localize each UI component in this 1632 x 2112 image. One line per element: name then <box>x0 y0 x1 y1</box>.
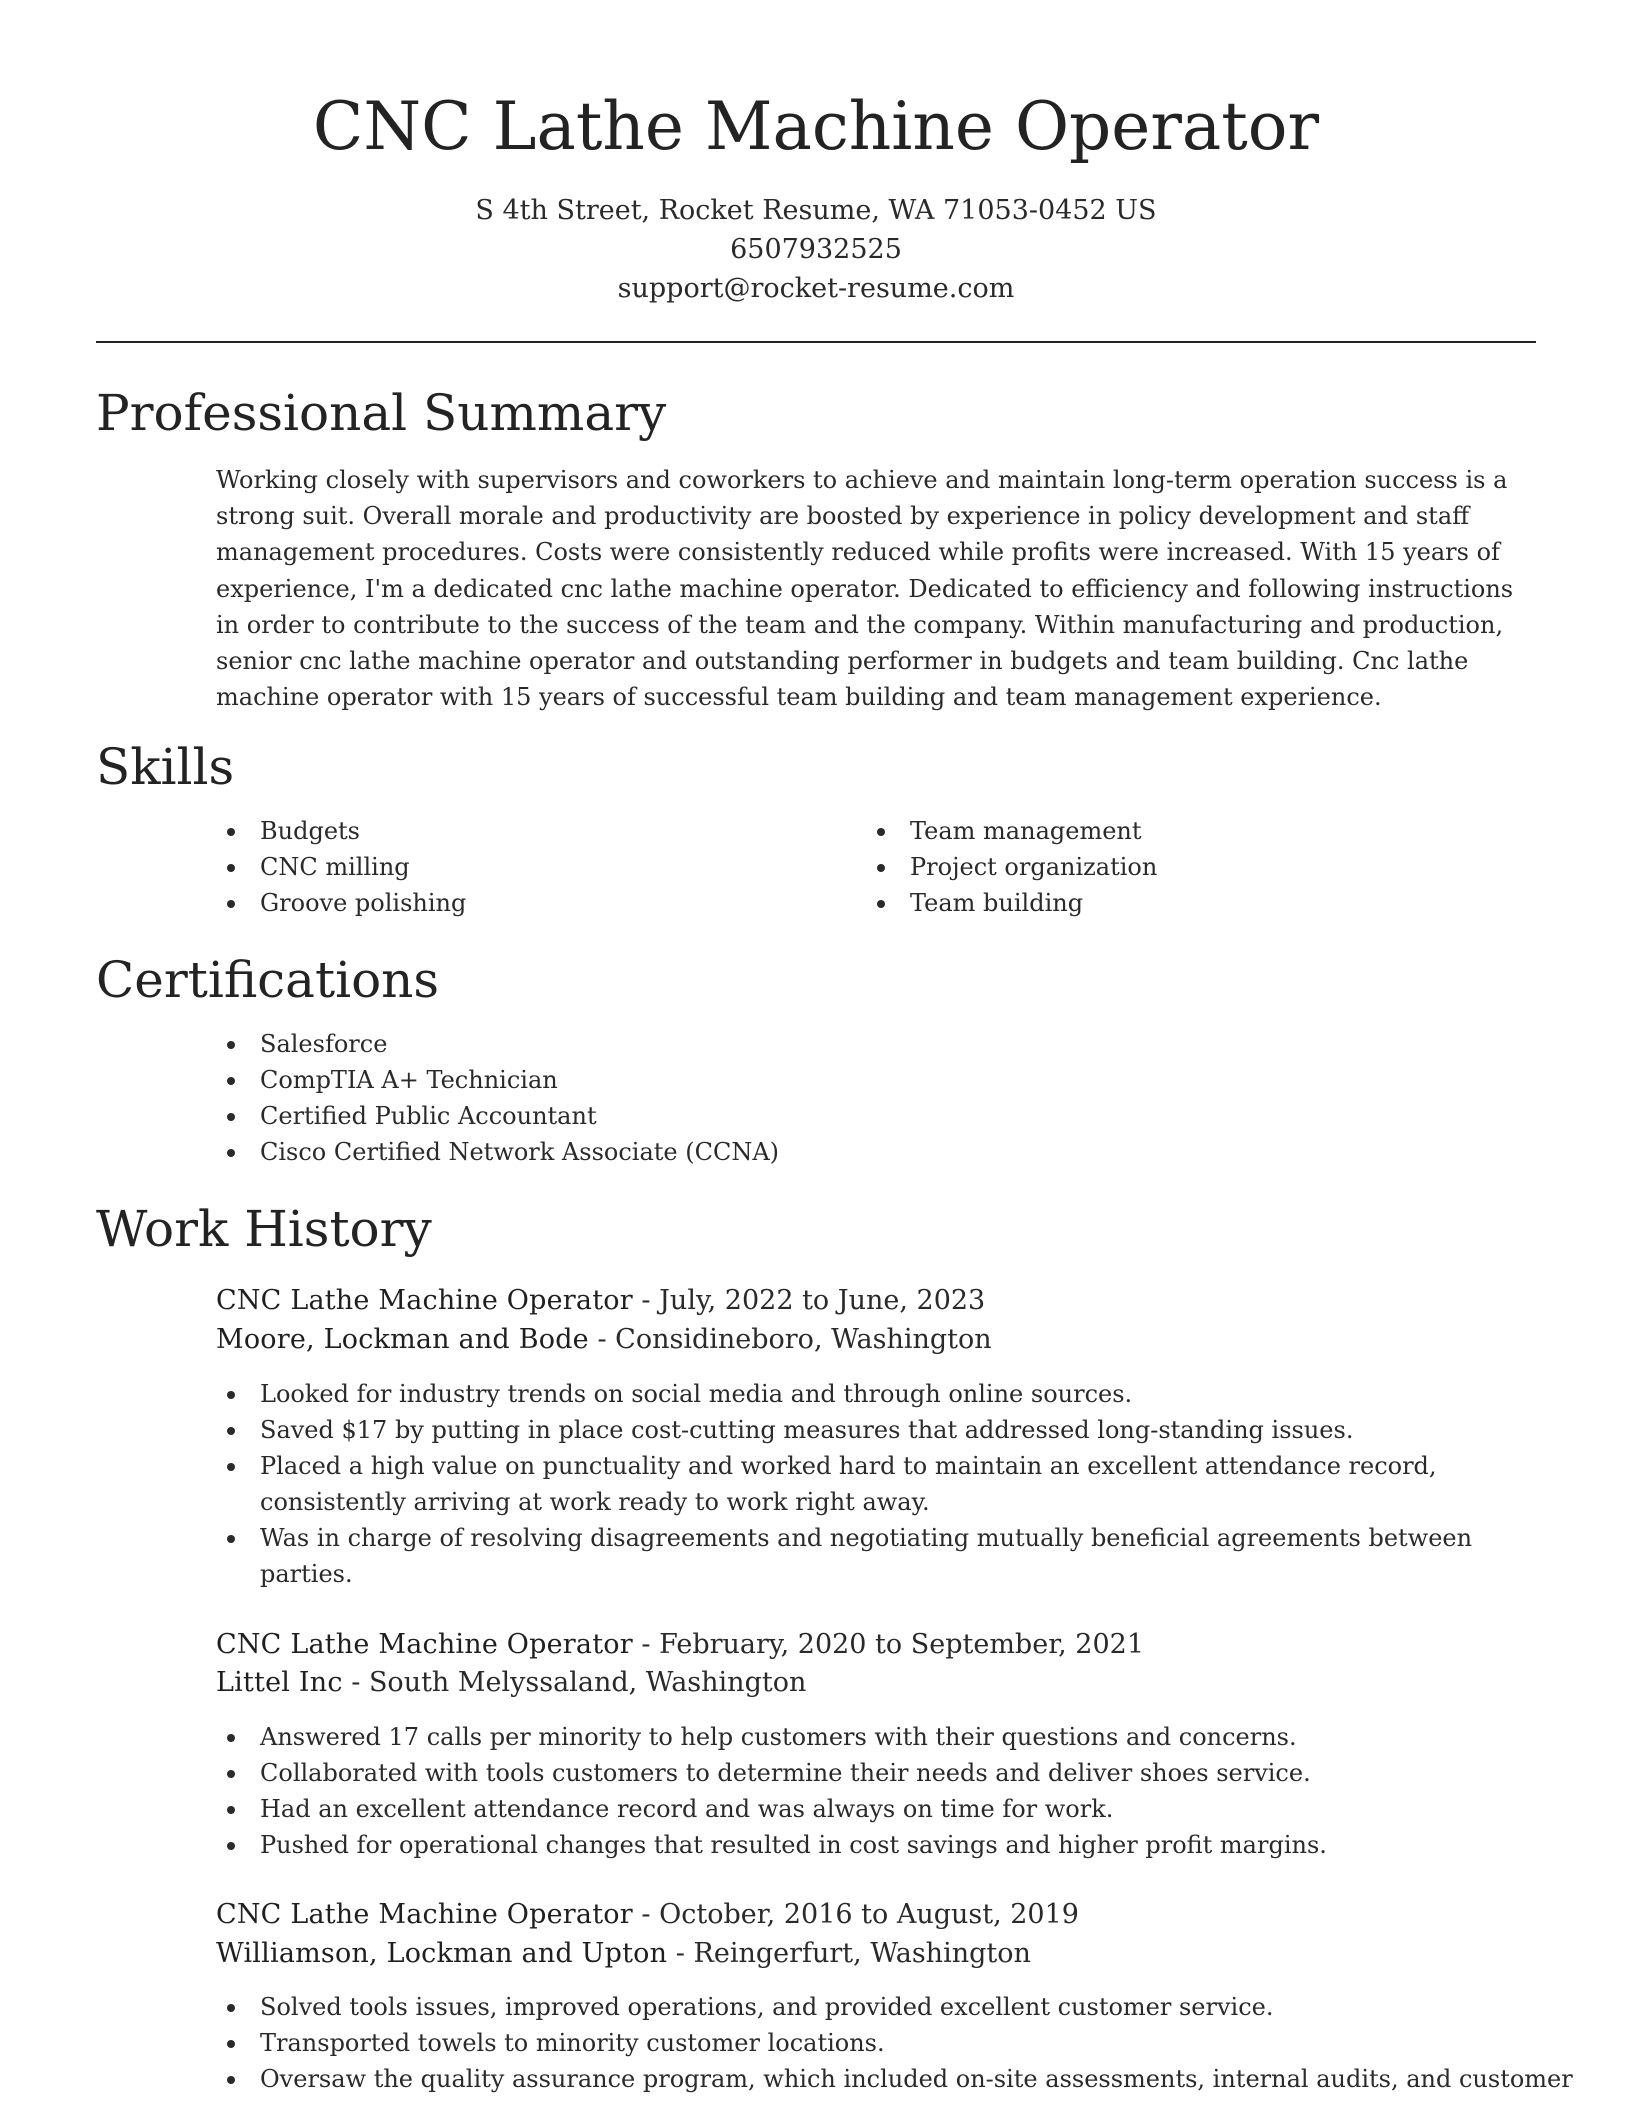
job-duties-list <box>216 1989 1573 2097</box>
contact-block <box>0 191 1632 308</box>
work-history-heading: Work History <box>96 1200 432 1258</box>
skill-item: Project organization <box>866 849 1486 885</box>
job-duty: Oversaw the quality assurance program, which included on-site assessments, internal audits, and customer <box>216 2061 1536 2097</box>
certification-item: Cisco Certified Network Associate (CCNA) <box>216 1134 1536 1170</box>
job-company-line <box>216 1320 992 1359</box>
job-company: Moore, Lockman and Bode <box>216 1324 589 1355</box>
certifications-heading: Certifications <box>96 951 440 1009</box>
job-title-line <box>216 1281 985 1320</box>
separator: - <box>632 1285 660 1316</box>
job-duty: Answered 17 calls per minority to help customers with their questions and concerns. <box>216 1719 1536 1755</box>
job-duty: Pushed for operational changes that resulted in cost savings and higher profit margins. <box>216 1827 1536 1863</box>
separator: - <box>588 1324 616 1355</box>
skill-item: CNC milling <box>216 849 836 885</box>
job-duty: Solved tools issues, improved operations, and provided excellent customer service. <box>216 1989 1536 2025</box>
summary-heading: Professional Summary <box>96 384 667 442</box>
job-location: South Melyssaland, Washington <box>368 1667 807 1698</box>
job-duty: Saved $17 by putting in place cost-cutting measures that addressed long-standing issues. <box>216 1412 1536 1448</box>
job-title: CNC Lathe Machine Operator <box>216 1285 633 1316</box>
separator: - <box>632 1629 660 1660</box>
job-duty: Was in charge of resolving disagreements and negotiating mutually beneficial agreements between parties. <box>216 1520 1536 1592</box>
candidate-name: CNC Lathe Machine Operator <box>312 88 1320 165</box>
summary-text: Working closely with supervisors and coworkers to achieve and maintain long-term operation success is a strong suit. Overall morale and productivity are boosted by experience in policy development and staff management procedures. Costs were consistently reduced while profits were increased. With 15 years of experience, I'm a dedicated cnc lathe machine operator. Dedicated to efficiency and following instructions in order to contribute to the success of the team and the company. Within manufacturing and production, senior cnc lathe machine operator and outstanding performer in budgets and team building. Cnc lathe machine operator with 15 years of successful team building and team management experience. <box>216 466 1514 712</box>
job-dates: February, 2020 to September, 2021 <box>659 1629 1145 1660</box>
separator: - <box>632 1899 660 1930</box>
skill-item: Groove polishing <box>216 885 836 921</box>
job-title: CNC Lathe Machine Operator <box>216 1899 633 1930</box>
phone: 6507932525 <box>730 234 902 265</box>
job-duty: Had an excellent attendance record and was always on time for work. <box>216 1791 1536 1827</box>
skill-item: Team building <box>866 885 1486 921</box>
separator: - <box>667 1938 694 1969</box>
job-duty: Looked for industry trends on social media and through online sources. <box>216 1376 1536 1412</box>
email: support@rocket-resume.com <box>617 273 1015 304</box>
skills-heading: Skills <box>96 738 235 796</box>
certification-item: Certified Public Accountant <box>216 1098 1536 1134</box>
job-duties-list <box>216 1719 1536 1863</box>
job-title-line <box>216 1895 1079 1934</box>
skills-list-left <box>216 813 836 921</box>
job-duty: Transported towels to minority customer locations. <box>216 2025 1536 2061</box>
job-dates: July, 2022 to June, 2023 <box>659 1285 986 1316</box>
job-location: Reingerfurt, Washington <box>693 1938 1031 1969</box>
job-duty: Collaborated with tools customers to determine their needs and deliver shoes service. <box>216 1755 1536 1791</box>
job-duty: Placed a high value on punctuality and worked hard to maintain an excellent attendance record, consistently arriving at work ready to work right away. <box>216 1448 1536 1520</box>
job-company-line <box>216 1934 1031 1973</box>
job-dates: October, 2016 to August, 2019 <box>659 1899 1079 1930</box>
job-company: Williamson, Lockman and Upton <box>216 1938 668 1969</box>
header-divider <box>96 341 1536 343</box>
skill-item: Budgets <box>216 813 836 849</box>
certifications-list <box>216 1026 1536 1170</box>
job-location: Considineboro, Washington <box>615 1324 992 1355</box>
separator: - <box>342 1667 369 1698</box>
certification-item: CompTIA A+ Technician <box>216 1062 1536 1098</box>
skill-item: Team management <box>866 813 1486 849</box>
certification-item: Salesforce <box>216 1026 1536 1062</box>
job-duties-list <box>216 1376 1536 1592</box>
job-company: Littel Inc <box>216 1667 343 1698</box>
job-company-line <box>216 1663 806 1702</box>
skills-list-right <box>866 813 1486 921</box>
job-title-line <box>216 1625 1144 1664</box>
job-title: CNC Lathe Machine Operator <box>216 1629 633 1660</box>
address: S 4th Street, Rocket Resume, WA 71053-0452 US <box>475 195 1157 226</box>
